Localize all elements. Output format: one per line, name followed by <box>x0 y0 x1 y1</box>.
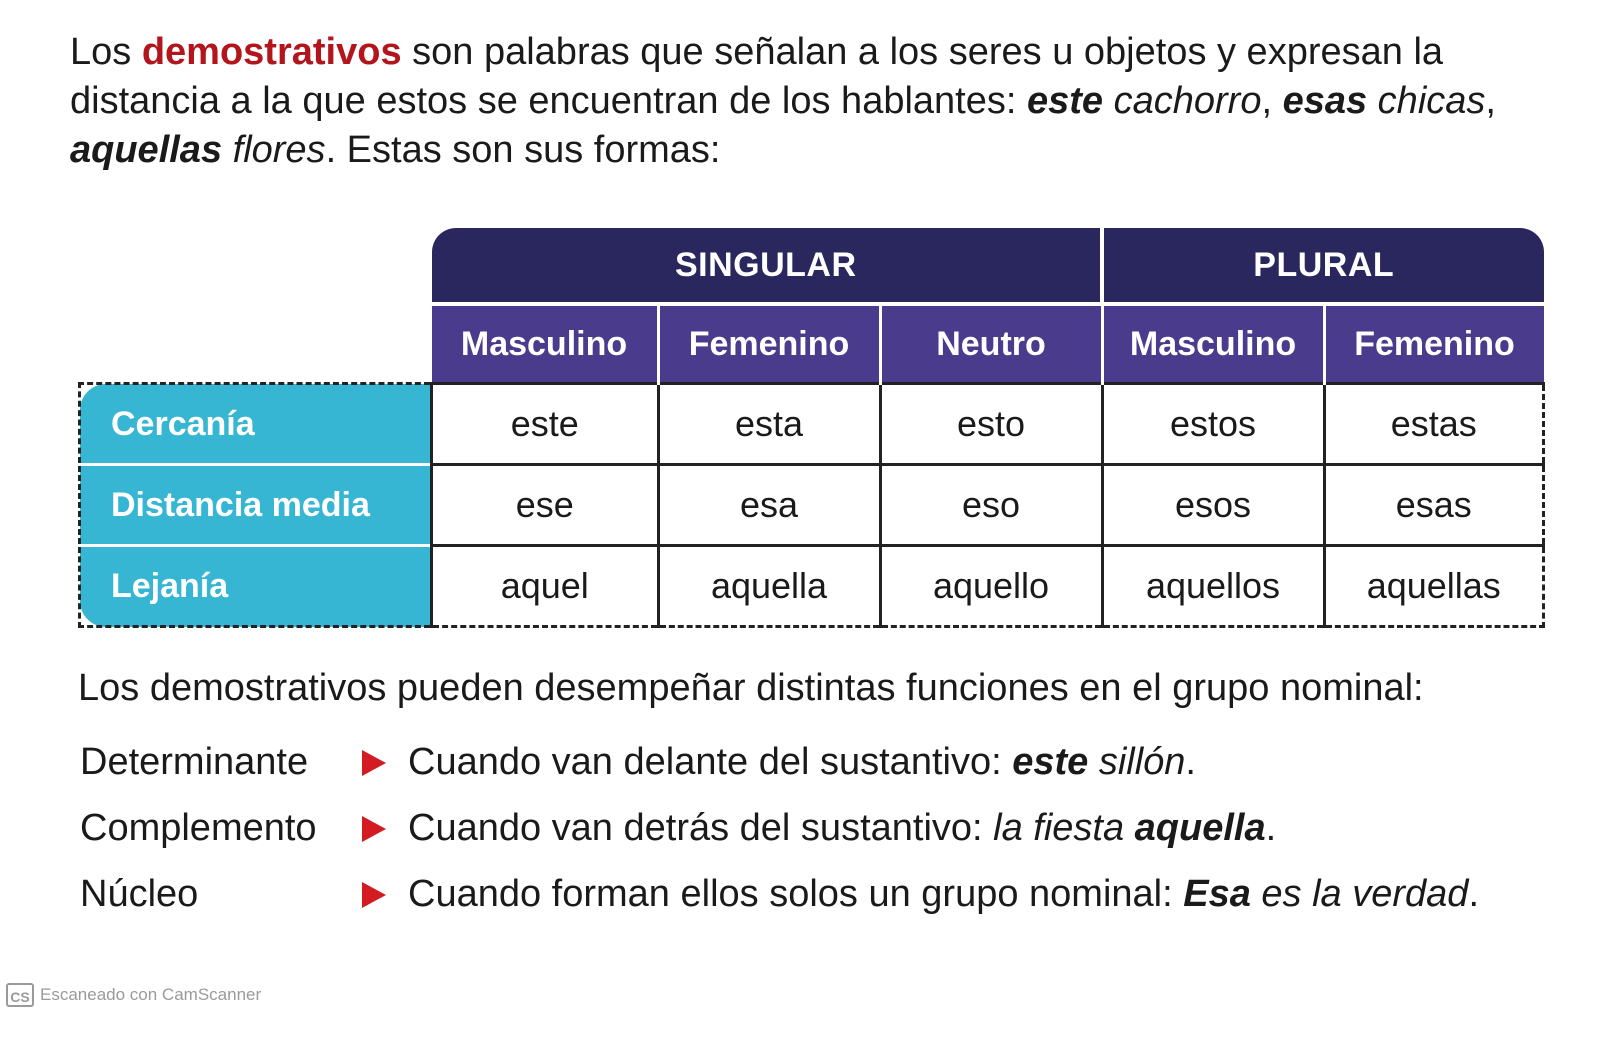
example-separator-1: , <box>1261 80 1283 122</box>
example-separator-2: , <box>1485 80 1496 122</box>
function-term: Núcleo <box>80 873 199 915</box>
red-arrow-icon <box>362 816 386 842</box>
table-cell: aquellos <box>1102 546 1324 627</box>
table-cell: esta <box>658 384 880 465</box>
function-example-italic: sillón <box>1088 741 1186 783</box>
table-cell: esto <box>880 384 1102 465</box>
function-example-bold: este <box>1012 741 1089 783</box>
table-row-lejania <box>80 546 1544 627</box>
camscanner-logo-icon: CS <box>6 983 34 1007</box>
table-subheader-row <box>80 304 1544 384</box>
row-label-lejania: Lejanía <box>80 546 432 627</box>
table-corner <box>80 304 432 384</box>
table-cell: aquel <box>432 546 659 627</box>
subheader-plural-masculine: Masculino <box>1102 304 1324 384</box>
subheader-singular-feminine: Femenino <box>658 304 880 384</box>
table-cell: esas <box>1324 465 1544 546</box>
example-1-noun: cachorro <box>1103 80 1262 122</box>
table-cell: aquellas <box>1324 546 1544 627</box>
function-desc-end: . <box>1265 807 1277 849</box>
function-term: Determinante <box>80 741 309 783</box>
table-corner <box>80 228 432 304</box>
function-desc-text: Cuando forman ellos solos un grupo nominal: <box>408 873 1184 915</box>
function-example-bold: Esa <box>1183 873 1251 915</box>
table-cell: aquello <box>880 546 1102 627</box>
intro-text-2: son palabras que señalan a los seres u objetos y expresan la distancia a la que estos se encuentran de los hablantes: <box>70 31 1444 122</box>
function-description <box>408 804 1276 852</box>
keyword-demostrativos: demostrativos <box>141 31 402 73</box>
row-label-distancia-media: Distancia media <box>80 465 432 546</box>
intro-paragraph <box>70 28 1540 175</box>
red-arrow-icon <box>362 882 386 908</box>
table-cell: estos <box>1102 384 1324 465</box>
example-3-noun: flores <box>222 129 326 171</box>
function-desc-end: . <box>1185 741 1196 783</box>
subheader-singular-masculine: Masculino <box>432 304 659 384</box>
demonstratives-table <box>78 228 1545 628</box>
example-2-demonstrative: esas <box>1282 80 1368 122</box>
table-cell: estas <box>1324 384 1544 465</box>
red-arrow-icon <box>362 750 386 776</box>
table-cell: esos <box>1102 465 1324 546</box>
function-example-italic: la fiesta <box>993 807 1135 849</box>
table-group-header-row <box>80 228 1544 304</box>
table-cell: este <box>432 384 659 465</box>
camscanner-watermark <box>6 983 261 1007</box>
function-example-bold: aquella <box>1134 807 1266 849</box>
example-3-demonstrative: aquellas <box>70 129 223 171</box>
table-row-distancia-media <box>80 465 1544 546</box>
example-1-demonstrative: este <box>1026 80 1104 122</box>
table-cell: aquella <box>658 546 880 627</box>
function-term: Complemento <box>80 807 317 849</box>
function-description <box>408 738 1196 786</box>
subheader-plural-feminine: Femenino <box>1324 304 1544 384</box>
subheader-neuter: Neutro <box>880 304 1102 384</box>
camscanner-text: Escaneado con CamScanner <box>40 985 262 1004</box>
intro-text-1: Los <box>70 31 142 73</box>
table-cell: esa <box>658 465 880 546</box>
table-cell: ese <box>432 465 659 546</box>
function-desc-end: . <box>1468 873 1479 915</box>
table-row-cercania <box>80 384 1544 465</box>
intro-text-3: . Estas son sus formas: <box>325 129 721 171</box>
example-2-noun: chicas <box>1367 80 1486 122</box>
function-desc-text: Cuando van delante del sustantivo: <box>408 741 1013 783</box>
function-description <box>408 870 1479 918</box>
header-plural: PLURAL <box>1102 228 1544 304</box>
row-label-cercania: Cercanía <box>80 384 432 465</box>
header-singular: SINGULAR <box>432 228 1103 304</box>
functions-intro: Los demostrativos pueden desempeñar distintas funciones en el grupo nominal: <box>78 667 1424 709</box>
table-cell: eso <box>880 465 1102 546</box>
function-desc-text: Cuando van detrás del sustantivo: <box>408 807 994 849</box>
function-example-italic: es la verdad <box>1250 873 1469 915</box>
